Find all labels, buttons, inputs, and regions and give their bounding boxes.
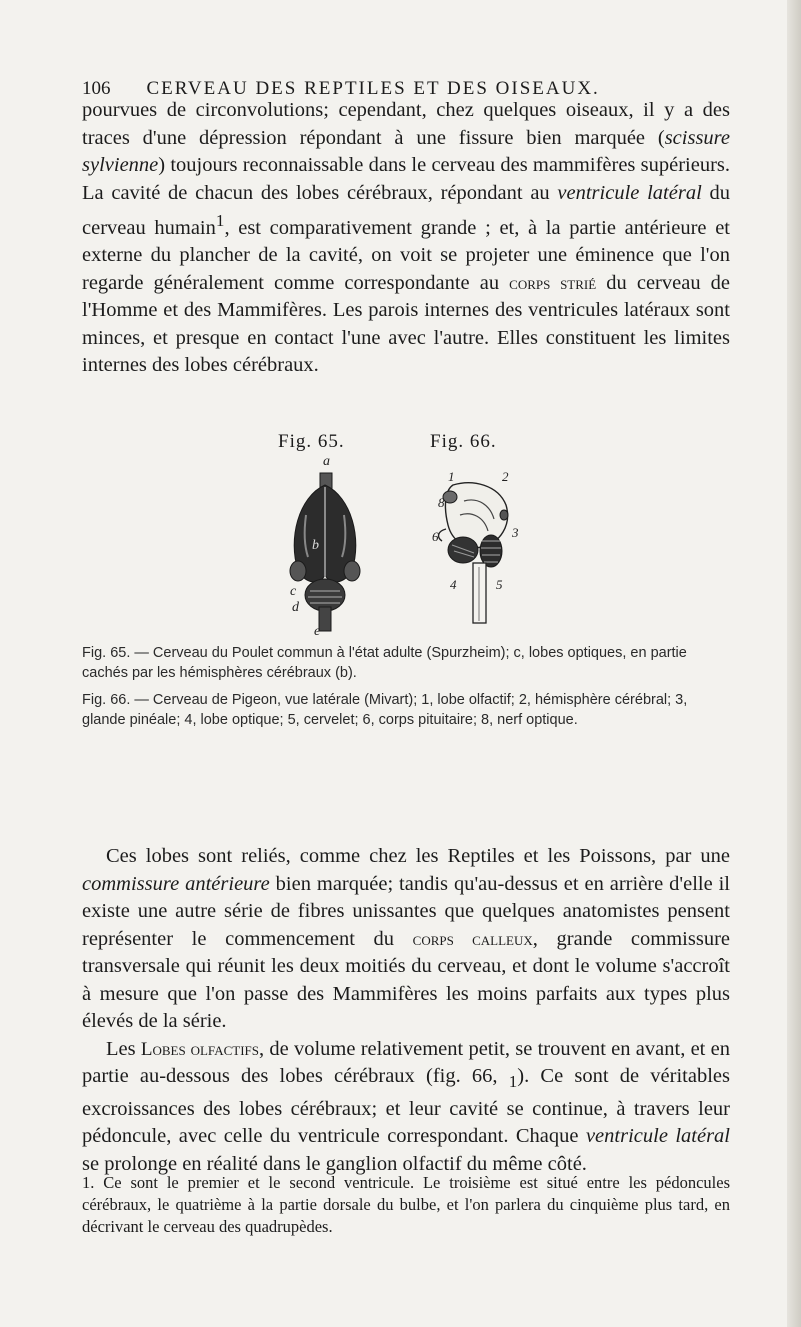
label-6: 6 (432, 529, 439, 544)
small-caps-term: corps calleux (412, 928, 533, 950)
label-b: b (312, 538, 319, 553)
fig65-chicken-brain (290, 473, 360, 631)
italic-term: commissure antérieure (82, 872, 270, 895)
label-3: 3 (512, 525, 519, 540)
text-run: , grande commissure transversale qui réunit les deux moitiés du cerveau, et dont le volume s'accroît à mesure que l'on passe des Mammifères les moins parfaits aux types plus élevés de la série. (82, 927, 730, 1032)
label-5: 5 (496, 577, 503, 592)
footnote-number: 1. (82, 1173, 95, 1192)
text-run: pourvues de circonvolutions; cependant, chez quelques oiseaux, il y a des traces d'une dépression répondant à une fissure bien marquée ( (82, 99, 730, 149)
footnote-text: Ce sont le premier et le second ventricule. Le troisième est situé entre les pédoncules cérébraux, le quatrième à la partie dorsale du bulbe, et l'on parlera du cinquième plus tard, en décrivant le cerveau des quadrupèdes. (82, 1173, 730, 1236)
cerebellum (305, 579, 345, 611)
pineal-gland (500, 510, 508, 520)
footnote (82, 1172, 730, 1238)
label-2: 2 (502, 469, 509, 484)
text-run: du cerveau de l'Homme et des Mammifères. Les parois internes des ventricules latéraux sont minces, et presque en contact l'une avec l'autre. Elles constituent les limites internes des lobes cérébraux. (82, 271, 730, 377)
text-run: Ces lobes sont reliés, comme chez les Reptiles et les Poissons, par une (106, 845, 730, 867)
optic-lobe (448, 537, 478, 563)
label-8: 8 (438, 495, 445, 510)
figure-ref: 1 (508, 1072, 518, 1092)
text-run: , est comparativement grande ; et, à la partie antérieure et externe du plancher de la cavité, on voit se projeter une éminence que l'on regarde généralement comme correspondante au (82, 216, 730, 294)
italic-term: ventricule latéral (585, 1125, 731, 1148)
optic-lobe-right (344, 561, 360, 581)
optic-lobe-left (290, 561, 306, 581)
label-a: a (323, 454, 330, 469)
label-1: 1 (448, 469, 455, 484)
olfactory-lobe (443, 491, 457, 503)
label-c: c (290, 584, 297, 599)
text-run: se prolonge en réalité dans le ganglion olfactif du même côté. (82, 1152, 587, 1175)
page-edge-shadow (787, 0, 801, 1327)
text-run: bien marquée; tandis qu'au-dessus et en arrière d'elle il existe une autre série de fibres unissantes que quelques anatomistes pensent représenter le commencement du (82, 872, 730, 950)
small-caps-term: corps strié (509, 272, 597, 294)
fig65-label: Fig. 65. (278, 431, 345, 452)
page-number: 106 (82, 78, 111, 99)
label-4: 4 (450, 577, 457, 592)
brain-figures (268, 445, 528, 635)
label-e: e (314, 624, 321, 635)
text-run: Les (106, 1037, 141, 1060)
caption-fig65: Fig. 65. — Cerveau du Poulet commun à l'état adulte (Spurzheim); c, lobes optiques, en partie cachés par les hémisphères cérébraux (b). (82, 645, 687, 681)
italic-term: scissure sylvienne (82, 126, 730, 176)
text-run: du cerveau humain (82, 181, 730, 239)
text-run: ). Ce sont de véritables excroissances des lobes cérébraux; et leur cavité se continue, à travers leur pédoncule, avec celle du ventricule correspondant. Chaque (82, 1065, 730, 1148)
medulla (319, 607, 331, 631)
text-run: , de volume relativement petit, se trouvent en avant, et en partie au-dessous des lobes cérébraux (fig. 66, (82, 1037, 730, 1087)
fig66-label: Fig. 66. (430, 431, 497, 452)
paragraph-1 (82, 97, 730, 380)
fig66-pigeon-brain (439, 483, 508, 623)
optic-nerve (439, 529, 446, 541)
footnote-ref: 1 (215, 211, 225, 230)
text-run: ) toujours reconnaissable dans le cerveau des mammifères supérieurs. La cavité de chacun des lobes cérébraux, répondant au (82, 154, 730, 204)
small-caps-term: Lobes olfactifs (140, 1038, 259, 1060)
label-d: d (292, 600, 299, 615)
italic-term: ventricule latéral (557, 181, 702, 204)
paragraph-2 (82, 843, 730, 1178)
caption-fig66: Fig. 66. — Cerveau de Pigeon, vue latérale (Mivart); 1, lobe olfactif; 2, hémisphère cérébral; 3, glande pinéale; 4, lobe optique; 5, cervelet; 6, corps pituitaire; 8, nerf optique. (82, 692, 688, 728)
running-title: CERVEAU DES REPTILES ET DES OISEAUX. (146, 78, 600, 99)
